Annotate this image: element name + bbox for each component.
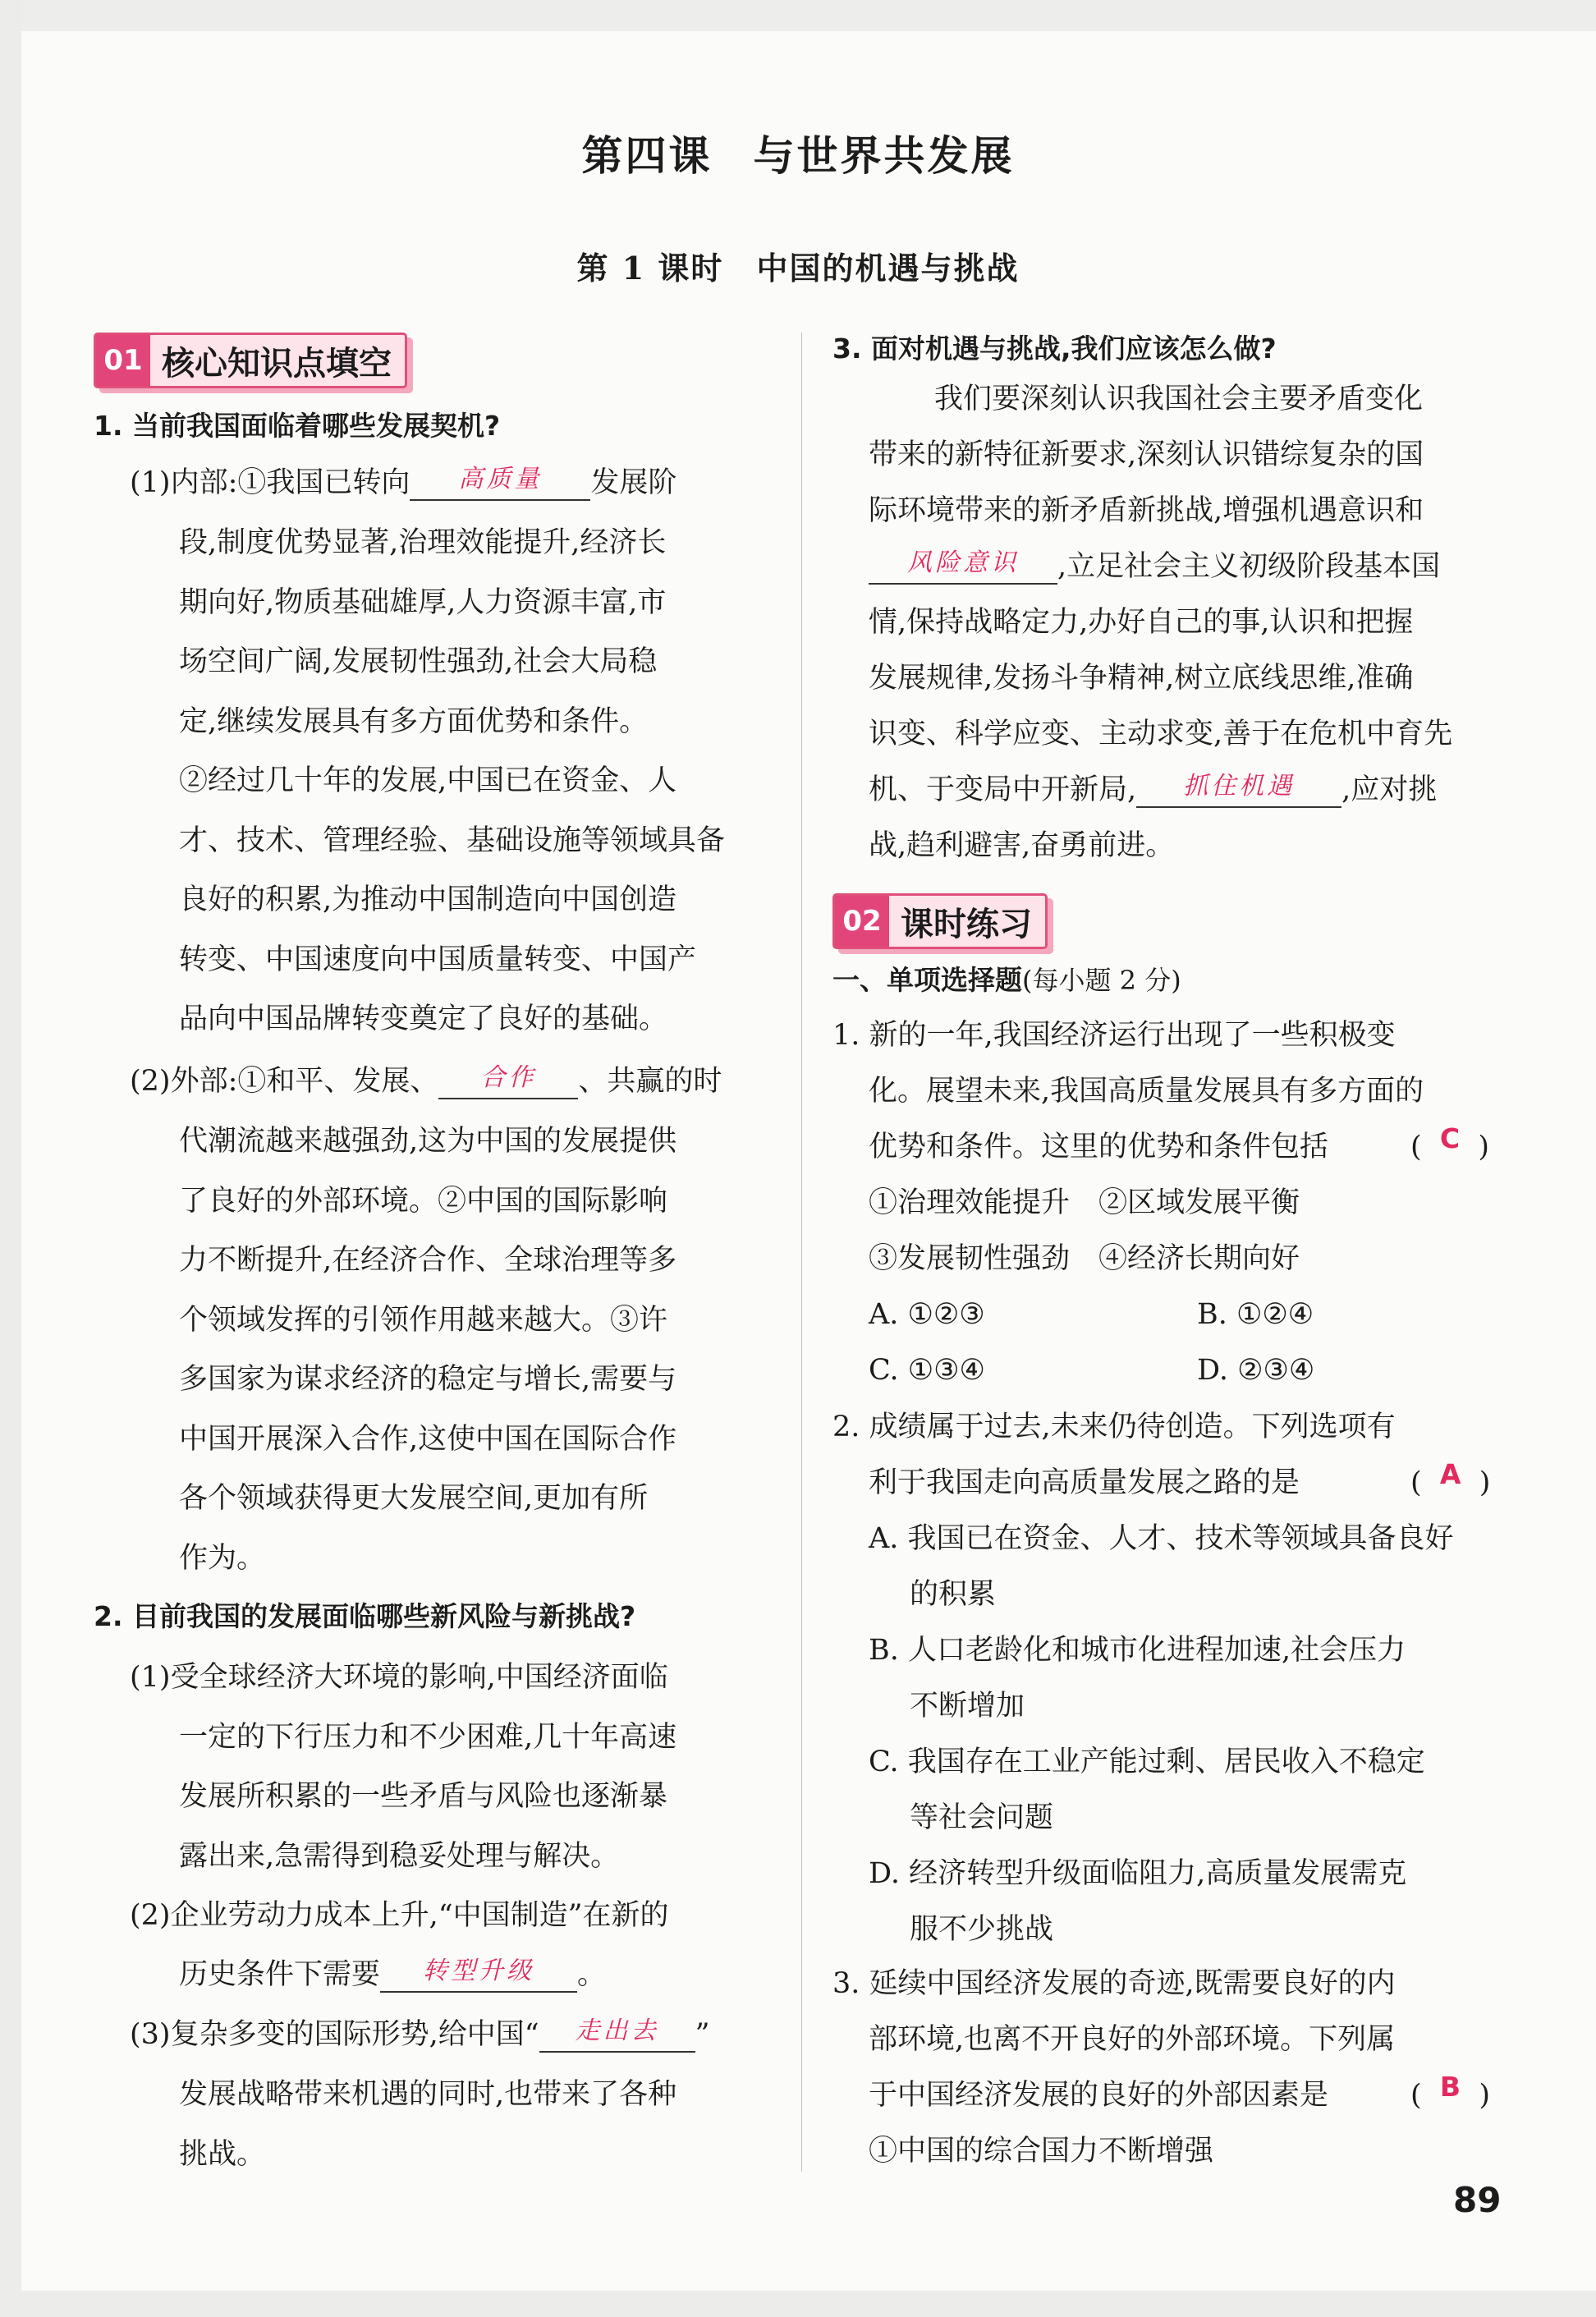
text-segment: (1)内部:①我国已转向 <box>130 466 410 499</box>
answer-choice: A. ①②③ <box>869 1298 985 1331</box>
exercise-3-last-line <box>869 2071 1509 2115</box>
text-line: 个领域发挥的引领作用越来越大。③许 <box>179 1303 668 1337</box>
text-line: 识变、科学应变、主动求变,善于在危机中育先 <box>869 718 1453 750</box>
text-segment: 机、于变局中开新局, <box>869 773 1137 806</box>
exercise-type: 一、单项选择题 <box>832 964 1022 996</box>
text-line: 期向好,物质基础雄厚,人力资源丰富,市 <box>179 585 667 619</box>
text-segment: (3)复杂多变的国际形势,给中国“ <box>130 2018 539 2051</box>
text-line: 挑战。 <box>179 2137 266 2171</box>
text-line: 了良好的外部环境。②中国的国际影响 <box>179 1184 668 1218</box>
statement-item: ①治理效能提升 ②区域发展平衡 <box>869 1186 1300 1219</box>
fill-blank <box>438 1063 578 1099</box>
exercise-3-item-1: ①中国的综合国力不断增强 <box>869 2135 1214 2168</box>
fill-blank <box>410 467 590 501</box>
text-line: 多国家为谋求经济的稳定与增长,需要与 <box>179 1363 677 1396</box>
answer-parens: ( B ) <box>1410 2071 1490 2112</box>
q3-line-risk <box>869 548 1440 586</box>
q1-part1-line <box>130 465 676 502</box>
period-name: 中国的机遇与挑战 <box>756 250 1020 287</box>
exercise-2-second-line <box>869 1458 1509 1503</box>
text-segment: 于中国经济发展的良好的外部因素是 <box>869 2079 1329 2112</box>
text-segment: ” <box>695 2018 710 2051</box>
answer-option: 不断增加 <box>910 1690 1025 1723</box>
exercise-1-last-line <box>869 1122 1509 1167</box>
answer-option: A. 我国已在资金、人才、技术等领域具备良好 <box>869 1522 1454 1555</box>
question-3-heading: 3. 面对机遇与挑战,我们应该怎么做? <box>832 333 1277 365</box>
answer-option: C. 我国存在工业产能过剩、居民收入不稳定 <box>869 1746 1425 1778</box>
text-line: 定,继续发展具有多方面优势和条件。 <box>179 704 649 738</box>
text-line: 作为。 <box>179 1541 266 1575</box>
lesson-number: 第四课 <box>581 131 713 180</box>
exercise-heading <box>832 962 1181 1000</box>
answer-option: 等社会问题 <box>910 1801 1054 1834</box>
handwritten-answer: 转型升级 <box>423 1957 535 1985</box>
answer-choice: B. ①②④ <box>1197 1298 1314 1331</box>
section-tag-practice <box>832 893 1048 949</box>
handwritten-answer: 抓住机遇 <box>1183 772 1296 801</box>
text-segment: 发展阶 <box>590 466 677 499</box>
answer-option: 的积累 <box>910 1578 997 1611</box>
page-number: 89 <box>1453 2180 1502 2220</box>
handwritten-answer: 合作 <box>480 1063 537 1092</box>
statement-item: ③发展韧性强劲 ④经济长期向好 <box>869 1242 1300 1275</box>
text-line: 部环境,也离不开良好的外部环境。下列属 <box>869 2023 1396 2056</box>
section-label: 课时练习 <box>901 904 1032 943</box>
text-line: ②经过几十年的发展,中国已在资金、人 <box>179 764 677 797</box>
text-line: 3. 延续中国经济发展的奇迹,既需要良好的内 <box>832 1967 1396 2000</box>
answer-option: D. 经济转型升级面临阻力,高质量发展需克 <box>869 1857 1407 1890</box>
question-1-heading: 1. 当前我国面临着哪些发展契机? <box>94 410 501 442</box>
fill-blank <box>869 548 1057 585</box>
text-segment: 利于我国走向高质量发展之路的是 <box>869 1466 1300 1499</box>
text-line: 代潮流越来越强劲,这为中国的发展提供 <box>179 1125 677 1158</box>
handwritten-choice: C <box>1439 1122 1461 1154</box>
text-segment: 优势和条件。这里的优势和条件包括 <box>869 1131 1329 1163</box>
text-line: 转变、中国速度向中国质量转变、中国产 <box>179 943 697 976</box>
text-line: 发展所积累的一些矛盾与风险也逐渐暴 <box>179 1780 668 1813</box>
text-segment: ,立足社会主义初级阶段基本国 <box>1057 550 1441 583</box>
text-segment: 。 <box>577 1958 607 1991</box>
scan-edge-top <box>0 0 1596 31</box>
fill-blank <box>539 2016 695 2053</box>
text-line: 力不断提升,在经济合作、全球治理等多 <box>179 1244 677 1277</box>
text-segment: ,应对挑 <box>1341 773 1438 806</box>
q1-part2-line <box>130 1063 722 1101</box>
lesson-title <box>0 123 1596 182</box>
period-number: 第 1 课时 <box>576 250 724 287</box>
text-segment: 历史条件下需要 <box>179 1958 381 1991</box>
text-line: 发展规律,发扬斗争精神,树立底线思维,准确 <box>869 662 1414 695</box>
question-2-heading: 2. 目前我国的发展面临哪些新风险与新挑战? <box>94 1600 636 1632</box>
text-line: 一定的下行压力和不少困难,几十年高速 <box>179 1720 677 1754</box>
text-line: 发展战略带来机遇的同时,也带来了各种 <box>179 2078 677 2111</box>
text-line: 我们要深刻认识我国社会主要矛盾变化 <box>934 383 1424 415</box>
text-line: 品向中国品牌转变奠定了良好的基础。 <box>179 1003 668 1035</box>
text-segment: 、共赢的时 <box>578 1065 722 1098</box>
answer-option: B. 人口老龄化和城市化进程加速,社会压力 <box>869 1634 1406 1667</box>
section-tag-core-knowledge <box>94 333 407 388</box>
handwritten-answer: 风险意识 <box>907 548 1019 577</box>
text-line: 带来的新特征新要求,深刻认识错综复杂的国 <box>869 438 1424 471</box>
exercise-scoring-note: (每小题 2 分) <box>1022 965 1181 996</box>
text-line: 各个领域获得更大发展空间,更加有所 <box>179 1482 649 1515</box>
answer-choice: D. ②③④ <box>1197 1354 1315 1387</box>
q3-line-opportunity <box>869 772 1437 810</box>
text-line: 段,制度优势显著,治理效能提升,经济长 <box>179 526 667 559</box>
text-line: 际环境带来的新矛盾新挑战,增强机遇意识和 <box>869 494 1424 527</box>
handwritten-choice: A <box>1439 1458 1461 1490</box>
text-line: 情,保持战略定力,办好自己的事,认识和把握 <box>869 606 1414 639</box>
scan-edge-left <box>0 0 21 2317</box>
text-line: 1. 新的一年,我国经济运行出现了一些积极变 <box>832 1019 1396 1052</box>
text-line: 良好的积累,为推动中国制造向中国创造 <box>179 883 677 916</box>
answer-option: 服不少挑战 <box>910 1913 1054 1946</box>
text-line: 露出来,急需得到稳妥处理与解决。 <box>179 1839 620 1873</box>
scan-edge-bottom <box>0 2291 1596 2317</box>
column-divider <box>801 333 802 2172</box>
handwritten-answer: 高质量 <box>458 465 543 493</box>
answer-parens: ( A ) <box>1410 1458 1491 1499</box>
fill-blank <box>380 1959 577 1993</box>
exercise-2-first-line: 2. 成绩属于过去,未来仍待创造。下列选项有 <box>832 1411 1396 1443</box>
answer-choice: C. ①③④ <box>869 1354 985 1387</box>
section-label: 核心知识点填空 <box>162 343 392 383</box>
section-number: 01 <box>96 335 150 386</box>
period-title <box>0 243 1596 288</box>
text-line: (1)受全球经济大环境的影响,中国经济面临 <box>130 1661 668 1694</box>
lesson-name: 与世界共发展 <box>753 131 1015 180</box>
text-line: 场空间广阔,发展韧性强劲,社会大局稳 <box>179 645 658 678</box>
fill-blank <box>1136 774 1341 808</box>
q2-part2-line <box>179 1957 606 1994</box>
handwritten-answer: 走出去 <box>575 2016 659 2045</box>
text-line: 中国开展深入合作,这使中国在国际合作 <box>179 1422 677 1456</box>
text-segment: (2)外部:①和平、发展、 <box>130 1065 439 1098</box>
text-line: 化。展望未来,我国高质量发展具有多方面的 <box>869 1075 1424 1108</box>
text-line: 才、技术、管理经验、基础设施等领域具备 <box>179 824 726 857</box>
section-number: 02 <box>835 896 889 947</box>
q2-part3-line <box>130 2016 710 2054</box>
answer-parens: ( C ) <box>1410 1122 1490 1163</box>
q3-last-line: 战,趋利避害,奋勇前进。 <box>869 829 1175 862</box>
handwritten-choice: B <box>1439 2071 1461 2103</box>
text-line: (2)企业劳动力成本上升,“中国制造”在新的 <box>130 1899 669 1932</box>
